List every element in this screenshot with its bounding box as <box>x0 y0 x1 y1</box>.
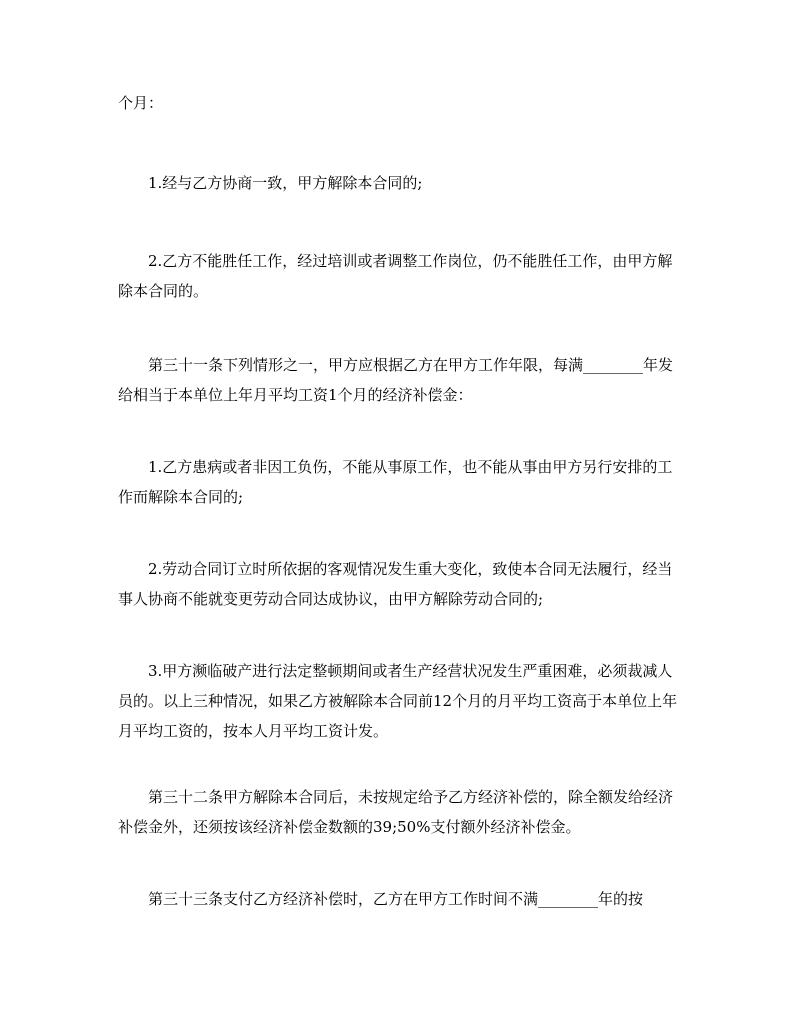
paragraph-clause-32 <box>118 782 678 842</box>
paragraph-clause-30-item-2 <box>118 246 678 306</box>
paragraph-text-before: 第三十三条支付乙方经济补偿时，乙方在甲方工作时间不满 <box>148 890 539 908</box>
paragraph-text-after: 年发给相当于本单位上年月平均工资1个月的经济补偿金： <box>118 356 674 404</box>
paragraph-clause-33 <box>118 884 678 914</box>
paragraph-clause-31-item-3 <box>118 656 678 746</box>
fill-in-blank: ________ <box>583 356 644 374</box>
paragraph-clause-31-item-1 <box>118 452 678 512</box>
paragraph-clause-31 <box>118 350 678 410</box>
paragraph-month-continuation <box>118 88 678 118</box>
paragraph-text: 2.劳动合同订立时所依据的客观情况发生重大变化，致使本合同无法履行，经当事人协商不能就变更劳动合同达成协议，由甲方解除劳动合同的; <box>118 560 673 608</box>
paragraph-text: 1.乙方患病或者非因工负伤，不能从事原工作，也不能从事由甲方另行安排的工作而解除本合同的; <box>118 458 673 506</box>
paragraph-text: 第三十二条甲方解除本合同后，未按规定给予乙方经济补偿的，除全额发给经济补偿金外，还须按该经济补偿金数额的39;50%支付额外经济补偿金。 <box>118 788 674 836</box>
paragraph-text: 1.经与乙方协商一致，甲方解除本合同的; <box>148 174 423 192</box>
paragraph-text-after: 年的按 <box>598 890 644 908</box>
paragraph-text-before: 第三十一条下列情形之一，甲方应根据乙方在甲方工作年限，每满 <box>148 356 584 374</box>
paragraph-text: 2.乙方不能胜任工作，经过培训或者调整工作岗位，仍不能胜任工作，由甲方解除本合同的。 <box>118 252 673 300</box>
paragraph-clause-30-item-1 <box>118 168 678 198</box>
fill-in-blank: ________ <box>538 890 599 908</box>
paragraph-clause-31-item-2 <box>118 554 678 614</box>
paragraph-text: 个月： <box>118 94 164 112</box>
paragraph-text: 3.甲方濒临破产进行法定整顿期间或者生产经营状况发生严重困难，必须裁减人员的。以上三种情况，如果乙方被解除本合同前12个月的月平均工资高于本单位上年月平均工资的，按本人月平均工资计发。 <box>118 662 678 740</box>
